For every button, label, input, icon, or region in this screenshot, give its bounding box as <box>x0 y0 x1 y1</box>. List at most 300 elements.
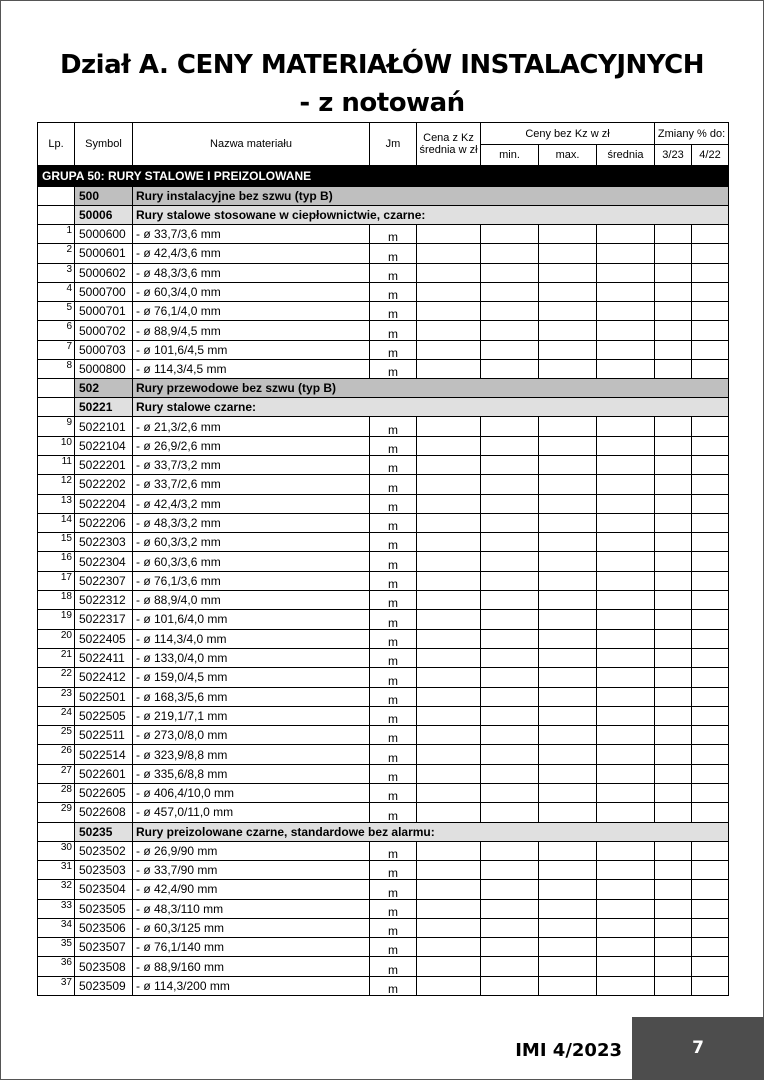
row-zmiana-1 <box>655 552 692 571</box>
row-lp: 37 <box>38 976 75 995</box>
row-zmiana-1 <box>655 533 692 552</box>
row-name: - ø 88,9/160 mm <box>133 957 370 976</box>
row-zmiana-1 <box>655 302 692 321</box>
row-min <box>481 282 539 301</box>
table-row <box>38 764 729 783</box>
row-name: - ø 457,0/11,0 mm <box>133 803 370 822</box>
row-srednia <box>597 455 655 474</box>
row-lp: 31 <box>38 860 75 879</box>
row-lp: 7 <box>38 340 75 359</box>
subsection-title: Rury stalowe czarne: <box>133 398 729 417</box>
row-max <box>539 571 597 590</box>
row-zmiana-2 <box>692 918 729 937</box>
row-srednia <box>597 494 655 513</box>
row-max <box>539 629 597 648</box>
row-jm: m <box>370 668 417 687</box>
row-srednia <box>597 860 655 879</box>
row-symbol: 5022304 <box>75 552 133 571</box>
subsection-lp-empty <box>38 398 75 417</box>
row-max <box>539 726 597 745</box>
row-srednia <box>597 610 655 629</box>
row-lp: 10 <box>38 436 75 455</box>
row-symbol: 5000601 <box>75 244 133 263</box>
row-zmiana-1 <box>655 745 692 764</box>
row-cena <box>417 918 481 937</box>
row-symbol: 5022505 <box>75 706 133 725</box>
row-zmiana-1 <box>655 860 692 879</box>
row-lp: 36 <box>38 957 75 976</box>
section-lp-empty <box>38 187 75 206</box>
row-jm: m <box>370 282 417 301</box>
row-min <box>481 263 539 282</box>
row-max <box>539 302 597 321</box>
row-cena <box>417 591 481 610</box>
row-max <box>539 957 597 976</box>
row-cena <box>417 244 481 263</box>
row-cena <box>417 552 481 571</box>
page-title: Dział A. CENY MATERIAŁÓW INSTALACYJNYCH <box>59 50 705 80</box>
row-lp: 34 <box>38 918 75 937</box>
row-min <box>481 764 539 783</box>
row-srednia <box>597 571 655 590</box>
row-zmiana-2 <box>692 436 729 455</box>
row-name: - ø 42,4/90 mm <box>133 880 370 899</box>
row-name: - ø 406,4/10,0 mm <box>133 784 370 803</box>
row-name: - ø 114,3/4,0 mm <box>133 629 370 648</box>
header-min: min. <box>481 145 539 166</box>
row-srednia <box>597 764 655 783</box>
row-cena <box>417 668 481 687</box>
row-lp: 22 <box>38 668 75 687</box>
row-jm: m <box>370 455 417 474</box>
row-jm: m <box>370 533 417 552</box>
footer-page-number: 7 <box>692 1038 704 1058</box>
row-jm: m <box>370 225 417 244</box>
row-jm: m <box>370 957 417 976</box>
row-name: - ø 101,6/4,5 mm <box>133 340 370 359</box>
row-cena <box>417 957 481 976</box>
row-zmiana-1 <box>655 455 692 474</box>
row-zmiana-1 <box>655 687 692 706</box>
row-zmiana-1 <box>655 976 692 995</box>
row-cena <box>417 899 481 918</box>
subsection-title: Rury stalowe stosowane w ciepłownictwie, czarne: <box>133 206 729 225</box>
row-min <box>481 726 539 745</box>
row-zmiana-2 <box>692 244 729 263</box>
row-zmiana-2 <box>692 552 729 571</box>
row-zmiana-1 <box>655 417 692 436</box>
row-lp: 32 <box>38 880 75 899</box>
row-min <box>481 899 539 918</box>
row-max <box>539 244 597 263</box>
row-srednia <box>597 591 655 610</box>
header-jm: Jm <box>370 123 417 166</box>
table-row <box>38 475 729 494</box>
row-srednia <box>597 918 655 937</box>
row-max <box>539 687 597 706</box>
row-jm: m <box>370 629 417 648</box>
table-row <box>38 918 729 937</box>
row-srednia <box>597 841 655 860</box>
table-row <box>38 687 729 706</box>
row-max <box>539 417 597 436</box>
table-row <box>38 513 729 532</box>
row-name: - ø 42,4/3,2 mm <box>133 494 370 513</box>
section-row <box>38 187 729 206</box>
row-symbol: 5022101 <box>75 417 133 436</box>
row-cena <box>417 648 481 667</box>
row-jm: m <box>370 263 417 282</box>
row-name: - ø 60,3/125 mm <box>133 918 370 937</box>
row-zmiana-1 <box>655 957 692 976</box>
row-zmiana-2 <box>692 841 729 860</box>
row-jm: m <box>370 436 417 455</box>
row-lp: 21 <box>38 648 75 667</box>
row-cena <box>417 340 481 359</box>
row-jm: m <box>370 552 417 571</box>
table-row <box>38 784 729 803</box>
row-srednia <box>597 302 655 321</box>
row-srednia <box>597 475 655 494</box>
row-min <box>481 803 539 822</box>
row-zmiana-1 <box>655 880 692 899</box>
row-cena <box>417 610 481 629</box>
row-lp: 26 <box>38 745 75 764</box>
row-srednia <box>597 263 655 282</box>
row-max <box>539 340 597 359</box>
subsection-title: Rury preizolowane czarne, standardowe bez alarmu: <box>133 822 729 841</box>
row-jm: m <box>370 513 417 532</box>
row-srednia <box>597 244 655 263</box>
row-name: - ø 26,9/90 mm <box>133 841 370 860</box>
row-cena <box>417 938 481 957</box>
row-min <box>481 629 539 648</box>
row-name: - ø 76,1/4,0 mm <box>133 302 370 321</box>
row-cena <box>417 976 481 995</box>
row-zmiana-1 <box>655 841 692 860</box>
row-srednia <box>597 340 655 359</box>
row-symbol: 5022605 <box>75 784 133 803</box>
subsection-code: 50235 <box>75 822 133 841</box>
row-min <box>481 668 539 687</box>
table-row <box>38 436 729 455</box>
row-lp: 12 <box>38 475 75 494</box>
group-label: GRUPA 50: RURY STALOWE I PREIZOLOWANE <box>38 166 729 187</box>
row-max <box>539 938 597 957</box>
row-min <box>481 417 539 436</box>
row-max <box>539 513 597 532</box>
row-symbol: 5022511 <box>75 726 133 745</box>
row-srednia <box>597 533 655 552</box>
table-row <box>38 860 729 879</box>
row-name: - ø 48,3/110 mm <box>133 899 370 918</box>
row-zmiana-2 <box>692 360 729 379</box>
row-max <box>539 533 597 552</box>
row-max <box>539 610 597 629</box>
table-row <box>38 282 729 301</box>
row-srednia <box>597 668 655 687</box>
row-zmiana-2 <box>692 533 729 552</box>
row-name: - ø 273,0/8,0 mm <box>133 726 370 745</box>
row-min <box>481 591 539 610</box>
row-lp: 23 <box>38 687 75 706</box>
table-row <box>38 706 729 725</box>
table-row <box>38 841 729 860</box>
row-zmiana-1 <box>655 571 692 590</box>
row-symbol: 5022601 <box>75 764 133 783</box>
row-zmiana-1 <box>655 629 692 648</box>
table-row <box>38 880 729 899</box>
row-min <box>481 648 539 667</box>
price-table <box>37 122 729 996</box>
row-symbol: 5022514 <box>75 745 133 764</box>
row-max <box>539 668 597 687</box>
row-zmiana-2 <box>692 455 729 474</box>
row-zmiana-2 <box>692 687 729 706</box>
row-zmiana-2 <box>692 880 729 899</box>
section-code: 502 <box>75 379 133 398</box>
row-zmiana-2 <box>692 726 729 745</box>
table-row <box>38 745 729 764</box>
row-lp: 27 <box>38 764 75 783</box>
row-lp: 11 <box>38 455 75 474</box>
row-srednia <box>597 687 655 706</box>
row-zmiana-2 <box>692 976 729 995</box>
row-min <box>481 436 539 455</box>
row-max <box>539 784 597 803</box>
row-symbol: 5022411 <box>75 648 133 667</box>
row-symbol: 5022204 <box>75 494 133 513</box>
row-lp: 2 <box>38 244 75 263</box>
row-name: - ø 88,9/4,0 mm <box>133 591 370 610</box>
row-min <box>481 860 539 879</box>
table-row <box>38 976 729 995</box>
section-title: Rury przewodowe bez szwu (typ B) <box>133 379 729 398</box>
row-cena <box>417 475 481 494</box>
row-symbol: 5022206 <box>75 513 133 532</box>
header-zmiany-2: 4/22 <box>692 145 729 166</box>
row-min <box>481 360 539 379</box>
row-symbol: 5000701 <box>75 302 133 321</box>
row-max <box>539 880 597 899</box>
row-jm: m <box>370 764 417 783</box>
row-name: - ø 33,7/90 mm <box>133 860 370 879</box>
row-name: - ø 101,6/4,0 mm <box>133 610 370 629</box>
row-zmiana-1 <box>655 706 692 725</box>
row-cena <box>417 860 481 879</box>
row-cena <box>417 745 481 764</box>
row-lp: 6 <box>38 321 75 340</box>
row-min <box>481 745 539 764</box>
row-name: - ø 76,1/140 mm <box>133 938 370 957</box>
row-zmiana-2 <box>692 417 729 436</box>
table-row <box>38 803 729 822</box>
row-symbol: 5023509 <box>75 976 133 995</box>
row-lp: 24 <box>38 706 75 725</box>
row-zmiana-2 <box>692 340 729 359</box>
row-jm: m <box>370 880 417 899</box>
row-name: - ø 335,6/8,8 mm <box>133 764 370 783</box>
row-symbol: 5000800 <box>75 360 133 379</box>
row-zmiana-1 <box>655 726 692 745</box>
row-max <box>539 455 597 474</box>
row-lp: 9 <box>38 417 75 436</box>
row-min <box>481 455 539 474</box>
header-max: max. <box>539 145 597 166</box>
row-srednia <box>597 360 655 379</box>
row-zmiana-2 <box>692 571 729 590</box>
header-cena-line1: Cena z Kz <box>423 132 474 144</box>
row-zmiana-1 <box>655 764 692 783</box>
row-zmiana-1 <box>655 494 692 513</box>
section-lp-empty <box>38 379 75 398</box>
row-zmiana-2 <box>692 938 729 957</box>
row-min <box>481 880 539 899</box>
row-name: - ø 48,3/3,2 mm <box>133 513 370 532</box>
row-jm: m <box>370 475 417 494</box>
row-cena <box>417 784 481 803</box>
row-jm: m <box>370 494 417 513</box>
subsection-code: 50221 <box>75 398 133 417</box>
table-row <box>38 610 729 629</box>
row-max <box>539 976 597 995</box>
row-srednia <box>597 706 655 725</box>
row-symbol: 5022317 <box>75 610 133 629</box>
row-zmiana-1 <box>655 784 692 803</box>
row-zmiana-1 <box>655 591 692 610</box>
row-cena <box>417 571 481 590</box>
table-row <box>38 263 729 282</box>
section-title: Rury instalacyjne bez szwu (typ B) <box>133 187 729 206</box>
row-zmiana-2 <box>692 629 729 648</box>
row-symbol: 5022608 <box>75 803 133 822</box>
group-row <box>38 166 729 187</box>
table-row <box>38 302 729 321</box>
row-lp: 20 <box>38 629 75 648</box>
row-symbol: 5022201 <box>75 455 133 474</box>
row-cena <box>417 533 481 552</box>
row-zmiana-1 <box>655 803 692 822</box>
row-srednia <box>597 880 655 899</box>
row-jm: m <box>370 417 417 436</box>
header-cena <box>417 123 481 166</box>
row-zmiana-1 <box>655 340 692 359</box>
row-lp: 29 <box>38 803 75 822</box>
row-cena <box>417 706 481 725</box>
row-name: - ø 323,9/8,8 mm <box>133 745 370 764</box>
row-zmiana-2 <box>692 957 729 976</box>
table-row <box>38 899 729 918</box>
row-zmiana-1 <box>655 263 692 282</box>
row-cena <box>417 455 481 474</box>
row-srednia <box>597 282 655 301</box>
row-zmiana-1 <box>655 668 692 687</box>
row-symbol: 5000703 <box>75 340 133 359</box>
row-symbol: 5000602 <box>75 263 133 282</box>
row-jm: m <box>370 938 417 957</box>
row-min <box>481 784 539 803</box>
table-row <box>38 668 729 687</box>
table-row <box>38 340 729 359</box>
table-row <box>38 552 729 571</box>
row-name: - ø 33,7/3,6 mm <box>133 225 370 244</box>
row-min <box>481 340 539 359</box>
row-lp: 13 <box>38 494 75 513</box>
header-zmiany: Zmiany % do: <box>655 123 729 145</box>
row-name: - ø 60,3/3,6 mm <box>133 552 370 571</box>
row-max <box>539 494 597 513</box>
row-zmiana-2 <box>692 302 729 321</box>
table-row <box>38 455 729 474</box>
row-zmiana-1 <box>655 938 692 957</box>
row-min <box>481 957 539 976</box>
row-jm: m <box>370 360 417 379</box>
row-cena <box>417 417 481 436</box>
row-max <box>539 706 597 725</box>
row-srednia <box>597 803 655 822</box>
row-jm: m <box>370 745 417 764</box>
table-row <box>38 244 729 263</box>
header-symbol: Symbol <box>75 123 133 166</box>
row-lp: 25 <box>38 726 75 745</box>
row-zmiana-2 <box>692 860 729 879</box>
row-lp: 3 <box>38 263 75 282</box>
row-zmiana-2 <box>692 706 729 725</box>
row-zmiana-2 <box>692 899 729 918</box>
row-zmiana-1 <box>655 282 692 301</box>
row-zmiana-2 <box>692 225 729 244</box>
row-symbol: 5023502 <box>75 841 133 860</box>
row-min <box>481 938 539 957</box>
row-min <box>481 610 539 629</box>
table-row <box>38 957 729 976</box>
header-ceny-bez: Ceny bez Kz w zł <box>481 123 655 145</box>
row-cena <box>417 687 481 706</box>
row-name: - ø 159,0/4,5 mm <box>133 668 370 687</box>
row-cena <box>417 513 481 532</box>
row-max <box>539 860 597 879</box>
row-max <box>539 360 597 379</box>
row-zmiana-2 <box>692 610 729 629</box>
row-min <box>481 244 539 263</box>
row-lp: 5 <box>38 302 75 321</box>
row-zmiana-2 <box>692 591 729 610</box>
row-jm: m <box>370 571 417 590</box>
row-max <box>539 321 597 340</box>
row-min <box>481 841 539 860</box>
row-symbol: 5022303 <box>75 533 133 552</box>
row-name: - ø 21,3/2,6 mm <box>133 417 370 436</box>
row-lp: 17 <box>38 571 75 590</box>
row-zmiana-2 <box>692 803 729 822</box>
subsection-code: 50006 <box>75 206 133 225</box>
row-jm: m <box>370 648 417 667</box>
row-symbol: 5022501 <box>75 687 133 706</box>
row-srednia <box>597 976 655 995</box>
row-max <box>539 648 597 667</box>
row-max <box>539 803 597 822</box>
row-zmiana-2 <box>692 321 729 340</box>
row-max <box>539 745 597 764</box>
row-max <box>539 591 597 610</box>
row-cena <box>417 629 481 648</box>
row-lp: 30 <box>38 841 75 860</box>
row-max <box>539 899 597 918</box>
row-name: - ø 26,9/2,6 mm <box>133 436 370 455</box>
row-name: - ø 48,3/3,6 mm <box>133 263 370 282</box>
table-body <box>38 166 729 996</box>
row-max <box>539 552 597 571</box>
